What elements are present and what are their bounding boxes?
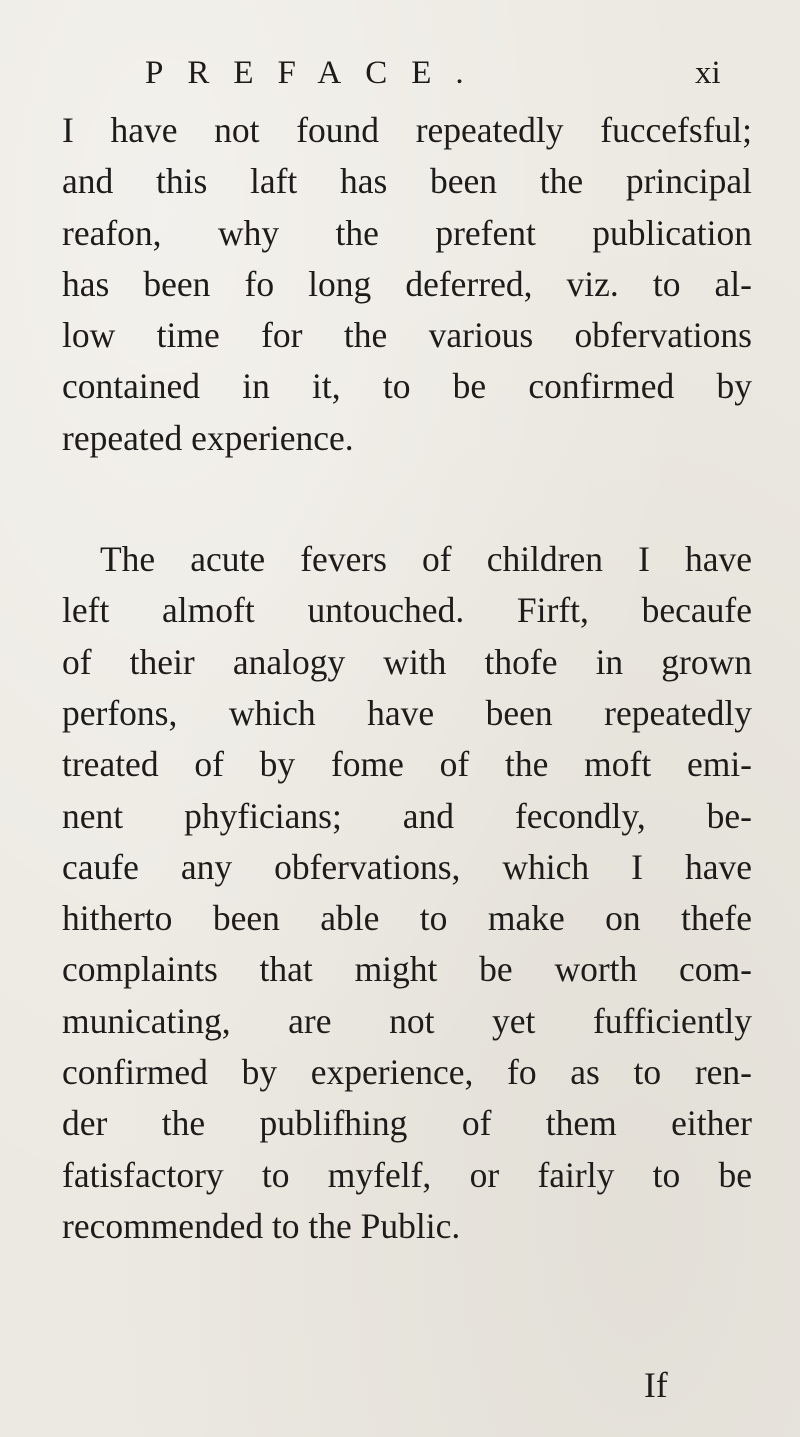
- text-line: fatisfactory to myfelf, or fairly to be: [62, 1154, 752, 1195]
- text-line: complaints that might be worth com-: [62, 949, 752, 990]
- text-line: confirmed by experience, fo as to ren-: [62, 1052, 752, 1093]
- text-line: der the publifhing of them either: [62, 1103, 752, 1144]
- text-line: has been fo long deferred, viz. to al-: [62, 263, 752, 304]
- paragraph-1: [62, 105, 752, 464]
- text-line: and this laft has been the principal: [62, 161, 752, 202]
- text-line: nent phyficians; and fecondly, be-: [62, 795, 752, 836]
- paragraph-2: [62, 534, 752, 1252]
- body-text: [62, 105, 752, 1252]
- paragraph-spacer: [62, 464, 752, 534]
- text-line: contained in it, to be confirmed by: [62, 366, 752, 407]
- catchword: If: [644, 1365, 668, 1405]
- text-line: I have not found repeatedly fuccefsful;: [62, 110, 752, 150]
- text-line: low time for the various obfervations: [62, 315, 752, 356]
- text-line: perfons, which have been repeatedly: [62, 692, 752, 733]
- page-number: xi: [695, 55, 721, 91]
- text-line: reafon, why the prefent publication: [62, 212, 752, 253]
- text-line: repeated experience.: [62, 417, 354, 458]
- text-line: left almoft untouched. Firft, becaufe: [62, 590, 752, 631]
- running-head: [0, 48, 800, 98]
- running-title: PREFACE.: [145, 55, 488, 91]
- text-line: of their analogy with thofe in grown: [62, 641, 752, 682]
- text-line: treated of by fome of the moft emi-: [62, 744, 752, 785]
- text-line: hitherto been able to make on thefe: [62, 898, 752, 939]
- text-line: municating, are not yet fufficiently: [62, 1000, 752, 1041]
- text-line: caufe any obfervations, which I have: [62, 846, 752, 887]
- text-line: recommended to the Public.: [62, 1205, 461, 1246]
- text-line: The acute fevers of children I have: [100, 539, 752, 580]
